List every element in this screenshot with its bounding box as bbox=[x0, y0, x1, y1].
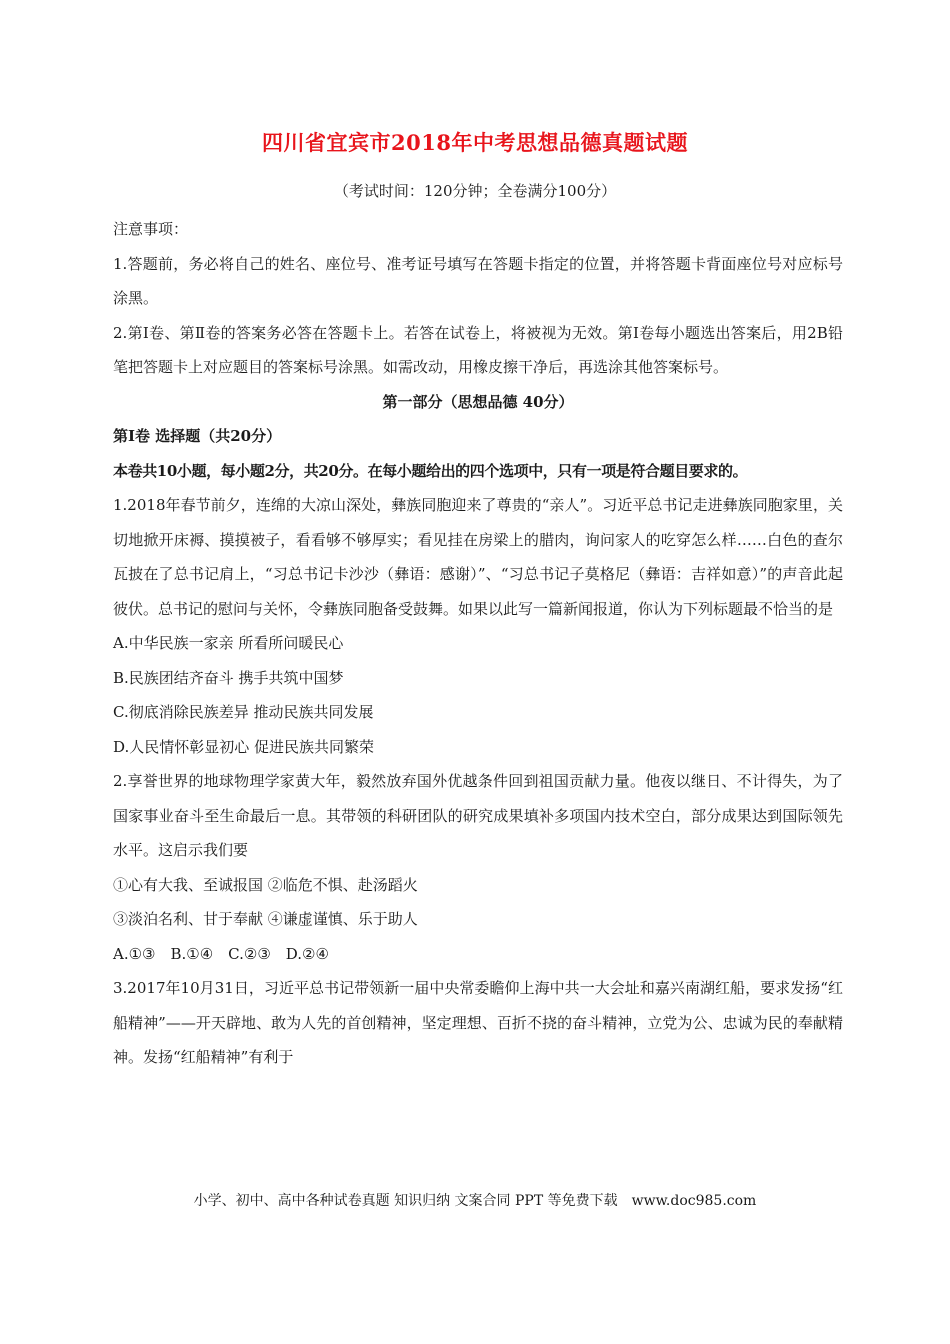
q3-stem: 3.2017年10月31日，习近平总书记带领新一届中央常委瞻仰上海中共一大会址和嘉兴南湖红船，要求发扬“红船精神”——开天辟地、敢为人先的首创精神，坚定理想、百折不挠的奋斗精神，立党为公、忠诚为民的奉献精神。发扬“红船精神”有利于 bbox=[113, 979, 843, 1066]
notice-item-2: 2.第Ⅰ卷、第Ⅱ卷的答案务必答在答题卡上。若答在试卷上，将被视为无效。第Ⅰ卷每小题选出答案后，用2B铅笔把答题卡上对应题目的答案标号涂黑。如需改动，用橡皮擦干净后，再选涂其他答案标号。 bbox=[113, 323, 843, 376]
q1-option-b: B.民族团结齐奋斗 携手共筑中国梦 bbox=[113, 668, 344, 687]
q2-stem: 2.享誉世界的地球物理学家黄大年，毅然放弃国外优越条件回到祖国贡献力量。他夜以继日、不计得失，为了国家事业奋斗至生命最后一息。其带领的科研团队的研究成果填补多项国内技术空白，部分成果达到国际领先水平。这启示我们要 bbox=[113, 772, 843, 859]
document-body bbox=[113, 212, 843, 1075]
q1-option-d: D.人民情怀彰显初心 促进民族共同繁荣 bbox=[113, 737, 375, 756]
page-footer: 小学、初中、高中各种试卷真题 知识归纳 文案合同 PPT 等免费下载 www.doc985.com bbox=[193, 1193, 757, 1209]
q2-choices-line-1: ①心有大我、至诚报国 ②临危不惧、赴汤蹈火 bbox=[113, 875, 418, 894]
q1-option-c: C.彻底消除民族差异 推动民族共同发展 bbox=[113, 703, 374, 721]
part1-heading: 第一部分（思想品德 40分） bbox=[382, 392, 574, 411]
notice-heading: 注意事项： bbox=[113, 220, 189, 238]
notice-item-1: 1.答题前，务必将自己的姓名、座位号、准考证号填写在答题卡指定的位置，并将答题卡背面座位号对应标号涂黑。 bbox=[113, 254, 843, 307]
section1-instruction: 本卷共10小题，每小题2分，共20分。在每小题给出的四个选项中，只有一项是符合题目要求的。 bbox=[113, 461, 748, 480]
section1-heading: 第Ⅰ卷 选择题（共20分） bbox=[113, 427, 282, 445]
q2-options: A.①③ B.①④ C.②③ D.②④ bbox=[113, 944, 329, 963]
q1-stem: 1.2018年春节前夕，连绵的大凉山深处，彝族同胞迎来了尊贵的“亲人”。习近平总书记走进彝族同胞家里，关切地掀开床褥、摸摸被子，看看够不够厚实；看见挂在房梁上的腊肉，询问家人的吃穿怎么样……白色的查尔瓦披在了总书记肩上，“习总书记卡沙沙（彝语：感谢）”、“习总书记子莫格尼（彝语：吉祥如意）”的声音此起彼伏。总书记的慰问与关怀，令彝族同胞备受鼓舞。如果以此写一篇新闻报道，你认为下列标题最不恰当的是 bbox=[113, 496, 843, 618]
exam-info: （考试时间：120分钟；全卷满分100分） bbox=[333, 182, 617, 200]
q1-option-a: A.中华民族一家亲 所看所问暖民心 bbox=[113, 634, 344, 652]
document-title: 四川省宜宾市2018年中考思想品德真题试题 bbox=[262, 130, 688, 155]
q2-choices-line-2: ③淡泊名利、甘于奉献 ④谦虚谨慎、乐于助人 bbox=[113, 910, 418, 928]
